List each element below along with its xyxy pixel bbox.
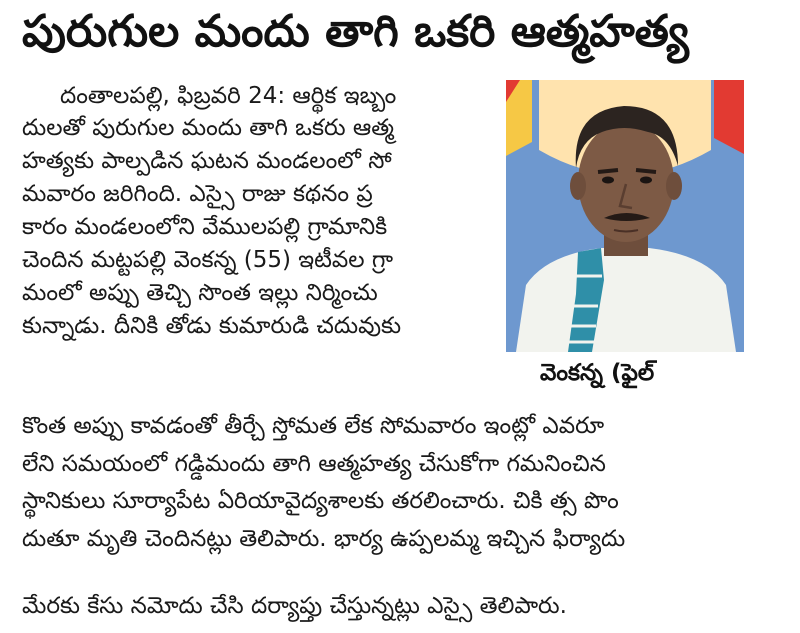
article-line-1: దంతాలపల్లి, ఫిబ్రవరి 24: ఆర్థిక ఇబ్బం [60, 83, 397, 109]
article-line-6: చెందిన మట్టపల్లి వెంకన్న (55) ఇటీవల గ్రా [22, 247, 394, 273]
right-eye [640, 177, 652, 184]
article-line-8: కున్నాడు. దీనికి తోడు కుమారుడి చదువుకు [22, 313, 402, 339]
article-line-3: హత్యకు పాల్పడిన ఘటన మండలంలో సో [22, 148, 392, 174]
portrait-illustration [506, 80, 744, 352]
face [578, 122, 674, 242]
article-line-7: మంలో అప్పు తెచ్చి సొంత ఇల్లు నిర్మించు [22, 280, 378, 306]
portrait-photo [506, 80, 744, 352]
photo-caption: వెంకన్న (ఫైల్ [540, 360, 655, 386]
left-eye [602, 177, 614, 184]
article-line-4: మవారం జరిగింది. ఎస్సై రాజు కథనం ప్ర [22, 181, 373, 207]
left-ear [570, 172, 586, 200]
article-line-10: లేని సమయంలో గడ్డిమందు తాగి ఆత్మహత్య చేసుకోగా గమనించిన [22, 451, 606, 477]
right-ear [666, 172, 682, 200]
article-line-12: దుతూ మృతి చెందినట్లు తెలిపారు. భార్య ఉప్పలమ్మ ఇచ్చిన ఫిర్యాదు [22, 526, 626, 552]
article-line-2: దులతో పురుగుల మందు తాగి ఒకరు ఆత్మ [22, 115, 394, 141]
headline: పురుగుల మందు తాగి ఒకరి ఆత్మహత్య [22, 6, 689, 57]
article-line-11: స్థానికులు సూర్యాపేట ఏరియావైద్యశాలకు తరలించారు. చికి త్స పొం [22, 488, 619, 514]
article-line-13: మేరకు కేసు నమోదు చేసి దర్యాప్తు చేస్తున్నట్లు ఎస్సై తెలిపారు. [22, 593, 567, 619]
article-line-9: కొంత అప్పు కావడంతో తీర్చే స్తోమత లేక సోమవారం ఇంట్లో ఎవరూ [22, 413, 605, 439]
article-line-5: కారం మండలంలోని వేములపల్లి గ్రామానికి [22, 214, 388, 240]
